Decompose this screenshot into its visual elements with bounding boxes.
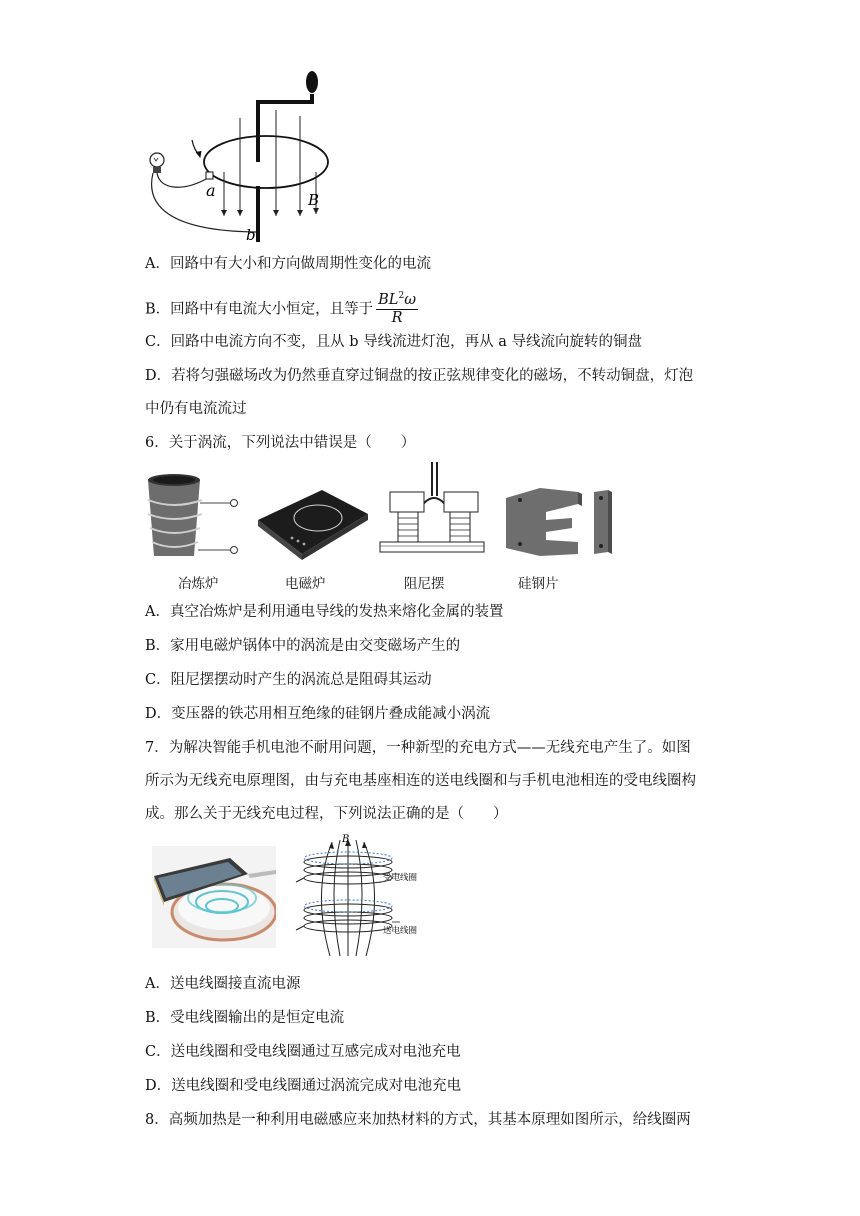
q5-option-b-text: B．回路中有电流大小恒定，且等于 — [145, 301, 374, 318]
coil-diagram — [292, 832, 442, 960]
q5-option-d-line1: D．若将匀强磁场改为仍然垂直穿过铜盘的按正弦规律变化的磁场，不转动铜盘，灯泡 — [145, 368, 694, 384]
induction-cooker-figure — [252, 484, 370, 562]
light-bulb-icon — [150, 153, 164, 173]
q6-option-d: D．变压器的铁芯用相互绝缘的硅钢片叠成能减小涡流 — [145, 706, 491, 722]
q5-option-b-fraction — [376, 288, 418, 327]
fraction-numerator: $BL^2\omega$ — [376, 288, 418, 310]
label-B: B — [308, 191, 320, 209]
q5-option-b — [145, 290, 418, 329]
q7-stem-line2: 所示为无线充电原理图，由与充电基座相连的送电线圈和与手机电池相连的受电线圈构 — [145, 773, 696, 789]
silicon-steel-figure — [500, 482, 616, 562]
caption-silicon-steel: 硅钢片 — [518, 576, 559, 592]
q6-stem: 6．关于涡流，下列说法中错误是（ ） — [145, 435, 416, 451]
q5-option-a: A．回路中有大小和方向做周期性变化的电流 — [145, 256, 431, 272]
q8-stem-line1: 8．高频加热是一种利用电磁感应来加热材料的方式，其基本原理如图所示，给线圈两 — [145, 1112, 691, 1128]
copper-disk-figure — [140, 66, 350, 246]
wireless-charger-photo — [152, 846, 276, 948]
q7-stem-line3: 成。那么关于无线充电过程，下列说法正确的是（ ） — [145, 806, 508, 822]
q5-option-c: C．回路中电流方向不变，且从 b 导线流进灯泡，再从 a 导线流向旋转的铜盘 — [145, 334, 642, 350]
caption-damping-pendulum: 阻尼摆 — [404, 576, 445, 592]
fraction-denominator: R — [391, 309, 403, 326]
label-receive-coil: 受电线圈 — [383, 873, 418, 883]
smelting-furnace-figure — [140, 470, 240, 562]
damping-pendulum-figure — [376, 460, 488, 560]
label-send-coil: 送电线圈 — [383, 926, 418, 936]
label-a: a — [206, 181, 216, 200]
q6-option-b: B．家用电磁炉锅体中的涡流是由交变磁场产生的 — [145, 638, 461, 654]
q5-option-d-line2: 中仍有电流流过 — [145, 401, 247, 417]
q7-stem-line1: 7．为解决智能手机电池不耐用问题，一种新型的充电方式——无线充电产生了。如图 — [145, 740, 691, 756]
caption-smelting-furnace: 冶炼炉 — [178, 576, 219, 592]
q7-option-c: C．送电线圈和受电线圈通过互感完成对电池充电 — [145, 1044, 461, 1060]
q7-option-a: A．送电线圈接直流电源 — [145, 976, 301, 992]
label-B-field: B — [342, 834, 350, 845]
caption-induction-cooker: 电磁炉 — [285, 576, 326, 592]
q6-option-a: A．真空冶炼炉是利用通电导线的发热来熔化金属的装置 — [145, 604, 504, 620]
label-b: b — [246, 226, 256, 244]
q6-option-c: C．阻尼摆摆动时产生的涡流总是阻碍其运动 — [145, 672, 432, 688]
q7-option-d: D．送电线圈和受电线圈通过涡流完成对电池充电 — [145, 1078, 462, 1094]
q7-option-b: B．受电线圈输出的是恒定电流 — [145, 1010, 345, 1026]
